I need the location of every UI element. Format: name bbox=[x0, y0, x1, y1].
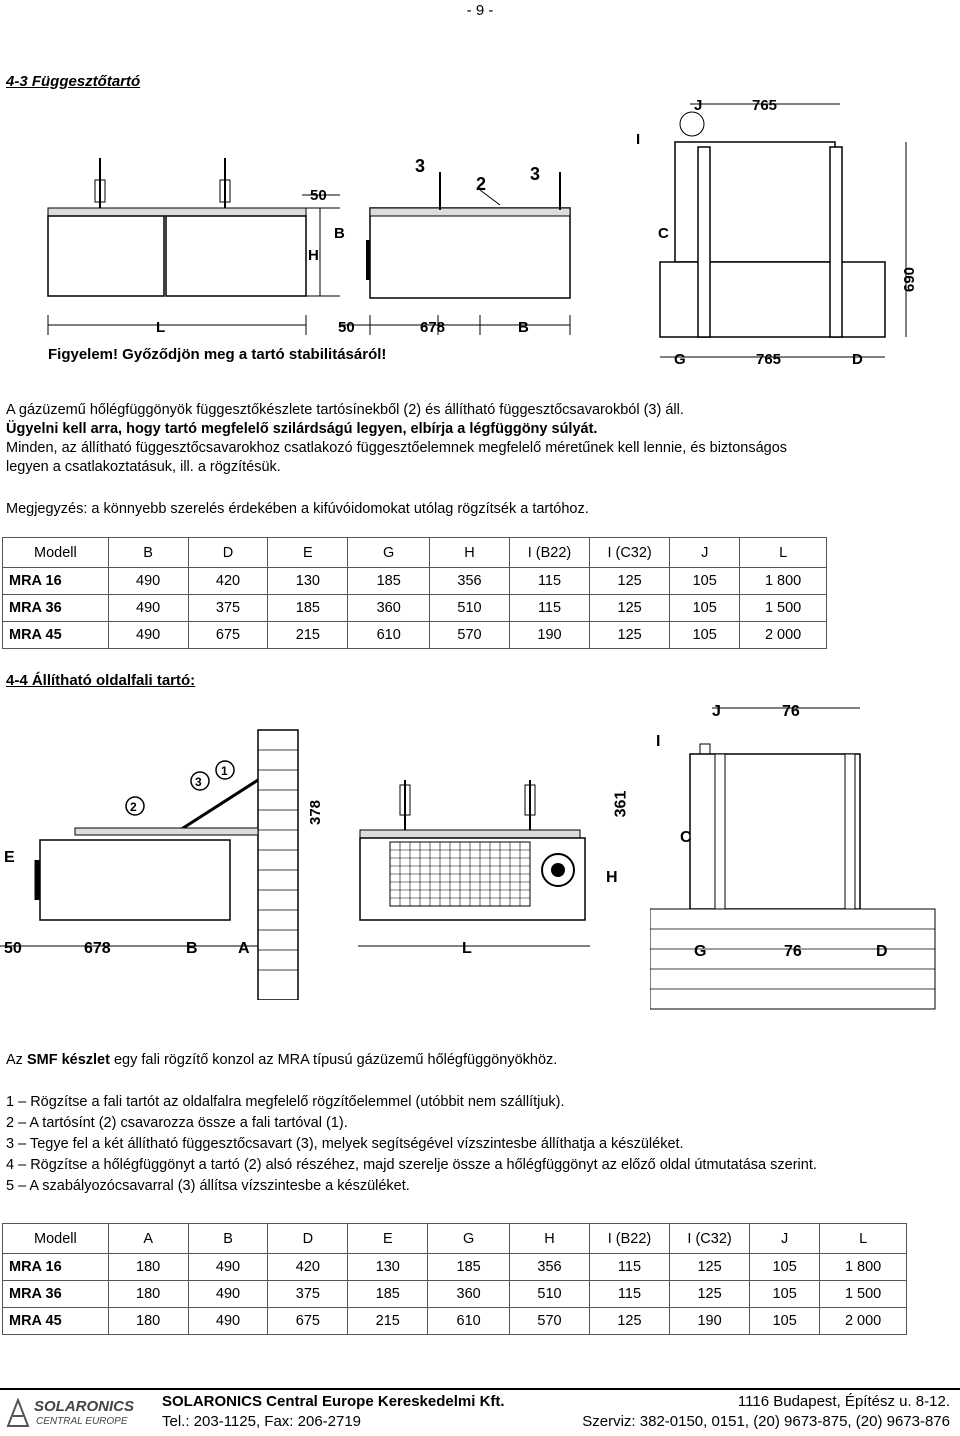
section-title-suspension-bracket: 4-3 Függesztőtartó bbox=[6, 73, 141, 90]
table-cell: 610 bbox=[348, 622, 430, 649]
intro-text-bold: SMF készlet bbox=[26, 1052, 110, 1068]
table-cell: 420 bbox=[188, 568, 268, 595]
dim-label: L bbox=[156, 319, 166, 336]
table-cell: 125 bbox=[589, 1308, 669, 1335]
table-header-row bbox=[3, 538, 827, 568]
table-cell: 375 bbox=[268, 1281, 348, 1308]
table-cell: 125 bbox=[670, 1254, 750, 1281]
company-logo bbox=[6, 1396, 146, 1432]
step-number: 4 bbox=[6, 1157, 15, 1173]
company-address: 1116 Budapest, Építész u. 8-12. bbox=[737, 1393, 950, 1410]
table-cell: 490 bbox=[188, 1308, 268, 1335]
table-header-cell: I (C32) bbox=[670, 1224, 750, 1254]
list-item: 1 – Rögzítse a fali tartót az oldalfalra megfelelő rögzítőelemmel (utóbbit nem szállítjuk). bbox=[6, 1094, 565, 1110]
table-cell: 105 bbox=[750, 1254, 820, 1281]
model-cell: MRA 36 bbox=[3, 595, 109, 622]
page-footer bbox=[0, 1388, 960, 1436]
page-number: - 9 - bbox=[466, 2, 494, 19]
table-cell: 1 800 bbox=[740, 568, 827, 595]
table-cell: 420 bbox=[268, 1254, 348, 1281]
dim-label: C bbox=[680, 829, 692, 846]
dim-label: H bbox=[308, 247, 319, 264]
table-header-cell: I (B22) bbox=[509, 538, 589, 568]
dim-label: 765 bbox=[756, 351, 782, 368]
table-cell: 125 bbox=[670, 1281, 750, 1308]
table-cell: 125 bbox=[590, 622, 670, 649]
description-paragraph bbox=[6, 401, 956, 477]
table-cell: 675 bbox=[268, 1308, 348, 1335]
text-line: legyen a csatlakoztatásuk, ill. a rögzítésük. bbox=[6, 459, 281, 475]
table-header-cell: E bbox=[268, 538, 348, 568]
table-cell: 356 bbox=[430, 568, 510, 595]
table-header-cell: I (B22) bbox=[589, 1224, 669, 1254]
dim-label: 76 bbox=[784, 943, 802, 960]
table-header-cell: E bbox=[348, 1224, 428, 1254]
table-header-cell: D bbox=[188, 538, 268, 568]
step-number: 5 bbox=[6, 1178, 15, 1194]
table-cell: 375 bbox=[188, 595, 268, 622]
table-cell: 105 bbox=[750, 1308, 820, 1335]
table-cell: 490 bbox=[188, 1254, 268, 1281]
callout-3: 3 bbox=[195, 775, 202, 789]
table-header-row bbox=[3, 1224, 907, 1254]
dim-label: I bbox=[656, 733, 661, 750]
table-cell: 610 bbox=[428, 1308, 510, 1335]
table-header-cell: L bbox=[820, 1224, 907, 1254]
text-line: Minden, az állítható függesztőcsavarokhoz csatlakozó függesztőelemnek megfelelő méretűnek kell lennie, és biztonságos bbox=[6, 440, 788, 456]
table-header-cell: G bbox=[348, 538, 430, 568]
dim-label: G bbox=[694, 943, 707, 960]
list-item: 3 – Tegye fel a két állítható függesztőcsavart (3), melyek segítségével vízszintesbe állíthatja a készüléket. bbox=[6, 1136, 684, 1152]
table-cell: 2 000 bbox=[820, 1308, 907, 1335]
table-cell: 570 bbox=[510, 1308, 590, 1335]
table-cell: 115 bbox=[589, 1281, 669, 1308]
dim-label: 50 bbox=[4, 940, 22, 957]
step-number: 1 bbox=[6, 1094, 15, 1110]
table-cell: 180 bbox=[108, 1281, 188, 1308]
table-cell: 185 bbox=[428, 1254, 510, 1281]
table-row bbox=[3, 1308, 907, 1335]
table-header-cell: L bbox=[740, 538, 827, 568]
table-cell: 180 bbox=[108, 1308, 188, 1335]
table-header-cell: Modell bbox=[3, 1224, 109, 1254]
step-number: 2 bbox=[6, 1115, 15, 1131]
table-cell: 105 bbox=[670, 568, 740, 595]
model-cell: MRA 45 bbox=[3, 622, 109, 649]
logo-text: SOLARONICS bbox=[34, 1398, 135, 1415]
intro-text: egy fali rögzítő konzol az MRA típusú gázüzemű hőlégfüggönyökhöz. bbox=[109, 1052, 558, 1068]
callout-3b: 3 bbox=[530, 164, 541, 184]
section-title-wall-bracket: 4-4 Állítható oldalfali tartó: bbox=[6, 672, 196, 689]
table-cell: 105 bbox=[750, 1281, 820, 1308]
text-line-bold: Ügyelni kell arra, hogy tartó megfelelő szilárdságú legyen, elbírja a légfüggöny súlyát. bbox=[6, 421, 598, 437]
step-text: A tartósínt (2) csavarozza össze a fali tartóval (1). bbox=[29, 1115, 348, 1131]
dim-label: H bbox=[606, 869, 618, 886]
dim-label: B bbox=[518, 319, 529, 336]
table-cell: 105 bbox=[670, 595, 740, 622]
table-cell: 215 bbox=[348, 1308, 428, 1335]
table-row bbox=[3, 568, 827, 595]
list-item: 2 – A tartósínt (2) csavarozza össze a fali tartóval (1). bbox=[6, 1115, 348, 1131]
wall-bracket-front-view-diagram bbox=[650, 694, 940, 1014]
model-cell: MRA 16 bbox=[3, 568, 109, 595]
company-phone: Tel.: 203-1125, Fax: 206-2719 bbox=[162, 1413, 362, 1430]
table-header-cell: D bbox=[268, 1224, 348, 1254]
dimension-table-1 bbox=[2, 537, 827, 649]
service-phone: Szerviz: 382-0150, 0151, (20) 9673-875, (20) 9673-876 bbox=[582, 1413, 950, 1430]
step-text: Rögzítse a hőlégfüggönyt a tartó (2) alsó részéhez, majd szerelje össze a hőlégfüggönyt az előző oldal útmutatása szerint. bbox=[30, 1157, 817, 1173]
dimension-table-2 bbox=[2, 1223, 907, 1335]
table-row bbox=[3, 1254, 907, 1281]
table-cell: 1 500 bbox=[740, 595, 827, 622]
table-cell: 1 500 bbox=[820, 1281, 907, 1308]
dim-label: 378 bbox=[307, 799, 324, 825]
dim-label: A bbox=[238, 940, 250, 957]
table-cell: 360 bbox=[348, 595, 430, 622]
dim-label: 361 bbox=[612, 790, 630, 818]
table-row bbox=[3, 622, 827, 649]
stability-warning: Figyelem! Győződjön meg a tartó stabilitásáról! bbox=[48, 346, 387, 363]
step-number: 3 bbox=[6, 1136, 15, 1152]
dim-label: J bbox=[712, 703, 721, 720]
table-cell: 190 bbox=[670, 1308, 750, 1335]
dim-label: C bbox=[658, 225, 669, 242]
suspension-front-view-diagram bbox=[630, 92, 930, 382]
table-cell: 360 bbox=[428, 1281, 510, 1308]
dim-label: G bbox=[674, 351, 686, 368]
table-cell: 185 bbox=[348, 568, 430, 595]
table-cell: 490 bbox=[108, 622, 188, 649]
step-text: Rögzítse a fali tartót az oldalfalra megfelelő rögzítőelemmel (utóbbit nem szállítjuk). bbox=[30, 1094, 565, 1110]
step-text: Tegye fel a két állítható függesztőcsavart (3), melyek segítségével vízszintesbe állíthatja a készüléket. bbox=[29, 1136, 684, 1152]
callout-3: 3 bbox=[415, 156, 426, 176]
table-header-cell: A bbox=[108, 1224, 188, 1254]
table-cell: 185 bbox=[348, 1281, 428, 1308]
list-item: 5 – A szabályozócsavarral (3) állítsa vízszintesbe a készüléket. bbox=[6, 1178, 410, 1194]
table-cell: 105 bbox=[670, 622, 740, 649]
table-header-cell: Modell bbox=[3, 538, 109, 568]
callout-2: 2 bbox=[476, 174, 487, 194]
table-header-cell: B bbox=[108, 538, 188, 568]
table-cell: 190 bbox=[509, 622, 589, 649]
dim-label: 76 bbox=[782, 703, 800, 720]
table-header-cell: H bbox=[430, 538, 510, 568]
table-cell: 115 bbox=[509, 595, 589, 622]
table-cell: 125 bbox=[590, 568, 670, 595]
step-list bbox=[6, 1093, 956, 1198]
dim-label: B bbox=[186, 940, 198, 957]
table-cell: 185 bbox=[268, 595, 348, 622]
table-row bbox=[3, 595, 827, 622]
table-header-cell: B bbox=[188, 1224, 268, 1254]
text-line: A gázüzemű hőlégfüggönyök függesztőkészlete tartósínekből (2) és állítható függesztőcsavarokból (3) áll. bbox=[6, 402, 684, 418]
table-cell: 130 bbox=[348, 1254, 428, 1281]
table-cell: 510 bbox=[510, 1281, 590, 1308]
table-cell: 180 bbox=[108, 1254, 188, 1281]
dim-label: 765 bbox=[752, 97, 778, 114]
table-cell: 570 bbox=[430, 622, 510, 649]
table-cell: 130 bbox=[268, 568, 348, 595]
suspension-bracket-diagram bbox=[40, 150, 580, 350]
unit-front-view-diagram bbox=[350, 770, 600, 960]
dim-label: 50 bbox=[338, 319, 355, 336]
table-cell: 356 bbox=[510, 1254, 590, 1281]
list-item: 4 – Rögzítse a hőlégfüggönyt a tartó (2) alsó részéhez, majd szerelje össze a hőlégfüggönyt az előző oldal útmutatása szerint. bbox=[6, 1157, 817, 1173]
table-header-cell: J bbox=[750, 1224, 820, 1254]
dim-label: D bbox=[852, 351, 863, 368]
dim-label: 678 bbox=[84, 940, 111, 957]
table-cell: 1 800 bbox=[820, 1254, 907, 1281]
smf-intro bbox=[6, 1051, 557, 1070]
note-text: Megjegyzés: a könnyebb szerelés érdekében a kifúvóidomokat utólag rögzítsék a tartóhoz. bbox=[6, 501, 589, 517]
dim-label: 50 bbox=[310, 187, 327, 204]
table-cell: 115 bbox=[589, 1254, 669, 1281]
dim-label: L bbox=[462, 940, 472, 957]
model-cell: MRA 16 bbox=[3, 1254, 109, 1281]
dim-label: B bbox=[334, 225, 345, 242]
dim-label: 690 bbox=[901, 266, 918, 292]
dim-label: D bbox=[876, 943, 888, 960]
model-cell: MRA 45 bbox=[3, 1308, 109, 1335]
table-cell: 490 bbox=[108, 595, 188, 622]
table-cell: 490 bbox=[188, 1281, 268, 1308]
model-cell: MRA 36 bbox=[3, 1281, 109, 1308]
callout-1: 1 bbox=[221, 764, 228, 778]
wall-bracket-diagram bbox=[0, 700, 340, 1000]
table-cell: 125 bbox=[590, 595, 670, 622]
intro-text: Az bbox=[6, 1052, 27, 1068]
table-header-cell: G bbox=[428, 1224, 510, 1254]
company-name: SOLARONICS Central Europe Kereskedelmi Kft. bbox=[162, 1393, 505, 1410]
dim-label: 678 bbox=[420, 319, 446, 336]
table-cell: 215 bbox=[268, 622, 348, 649]
dim-label: J bbox=[694, 97, 703, 114]
logo-icon bbox=[6, 1398, 30, 1428]
table-header-cell: J bbox=[670, 538, 740, 568]
table-header-cell: H bbox=[510, 1224, 590, 1254]
dim-label: E bbox=[4, 849, 15, 866]
table-header-cell: I (C32) bbox=[590, 538, 670, 568]
callout-2: 2 bbox=[130, 800, 137, 814]
table-cell: 675 bbox=[188, 622, 268, 649]
logo-subtext: CENTRAL EUROPE bbox=[36, 1416, 128, 1427]
table-row bbox=[3, 1281, 907, 1308]
table-cell: 510 bbox=[430, 595, 510, 622]
table-cell: 490 bbox=[108, 568, 188, 595]
step-text: A szabályozócsavarral (3) állítsa vízszintesbe a készüléket. bbox=[29, 1178, 410, 1194]
table-cell: 2 000 bbox=[740, 622, 827, 649]
table-cell: 115 bbox=[509, 568, 589, 595]
dim-label: I bbox=[636, 131, 641, 148]
